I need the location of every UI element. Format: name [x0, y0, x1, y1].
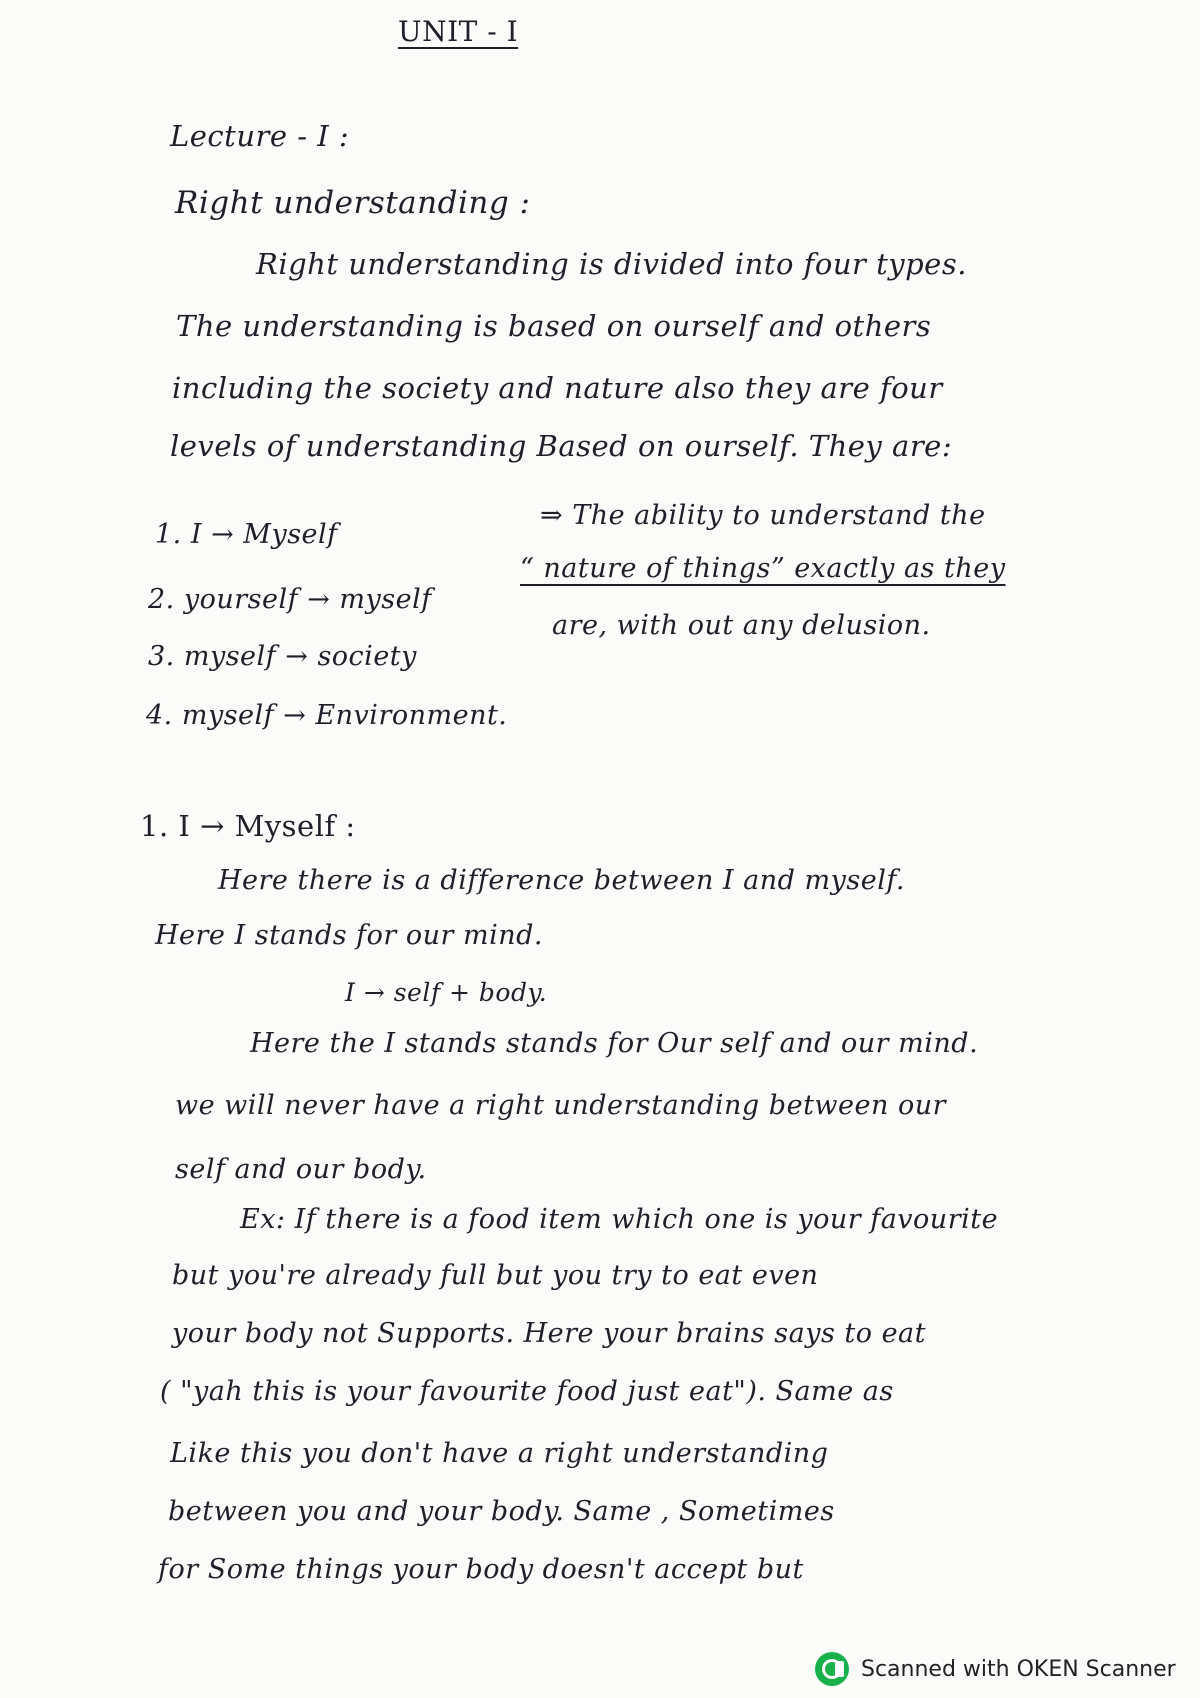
body-line: Ex: If there is a food item which one is your favourite	[240, 1204, 999, 1235]
body-line: between you and your body. Same , Sometimes	[168, 1496, 835, 1527]
unit-title: UNIT - I	[398, 15, 519, 48]
intro-line: Right understanding is divided into four types.	[256, 247, 967, 281]
body-line: for Some things your body doesn't accept but	[158, 1554, 804, 1585]
scanner-watermark	[815, 1652, 1176, 1686]
body-line: your body not Supports. Here your brains says to eat	[172, 1318, 926, 1349]
section-heading: 1. I → Myself :	[140, 809, 356, 843]
body-line: Here there is a difference between I and myself.	[218, 865, 905, 896]
definition-line: “ nature of things” exactly as they	[520, 553, 1006, 584]
level-item: 2. yourself → myself	[148, 584, 432, 615]
body-line: Here the I stands stands for Our self and our mind.	[250, 1028, 979, 1059]
definition-line: are, with out any delusion.	[552, 610, 931, 641]
intro-line: The understanding is based on ourself and others	[176, 309, 932, 343]
body-line: we will never have a right understanding between our	[175, 1090, 947, 1121]
body-line: but you're already full but you try to eat even	[172, 1260, 819, 1291]
level-item: 4. myself → Environment.	[146, 700, 508, 731]
level-item: 1. I → Myself	[155, 519, 338, 550]
level-item: 3. myself → society	[148, 641, 417, 672]
body-line: Here I stands for our mind.	[155, 920, 544, 951]
body-line: ( "yah this is your favourite food just eat"). Same as	[160, 1376, 894, 1407]
topic-heading: Right understanding :	[175, 185, 531, 221]
definition-line: ⇒ The ability to understand the	[540, 500, 986, 531]
body-line: self and our body.	[175, 1154, 427, 1185]
body-line: Like this you don't have a right understanding	[170, 1438, 829, 1469]
intro-line: including the society and nature also they are four	[172, 371, 943, 405]
oken-scanner-logo-icon	[815, 1652, 849, 1686]
intro-line: levels of understanding Based on ourself. They are:	[170, 429, 953, 463]
lecture-heading: Lecture - I :	[170, 119, 350, 153]
scanner-watermark-text: Scanned with OKEN Scanner	[861, 1656, 1176, 1682]
body-line: I → self + body.	[345, 978, 548, 1007]
